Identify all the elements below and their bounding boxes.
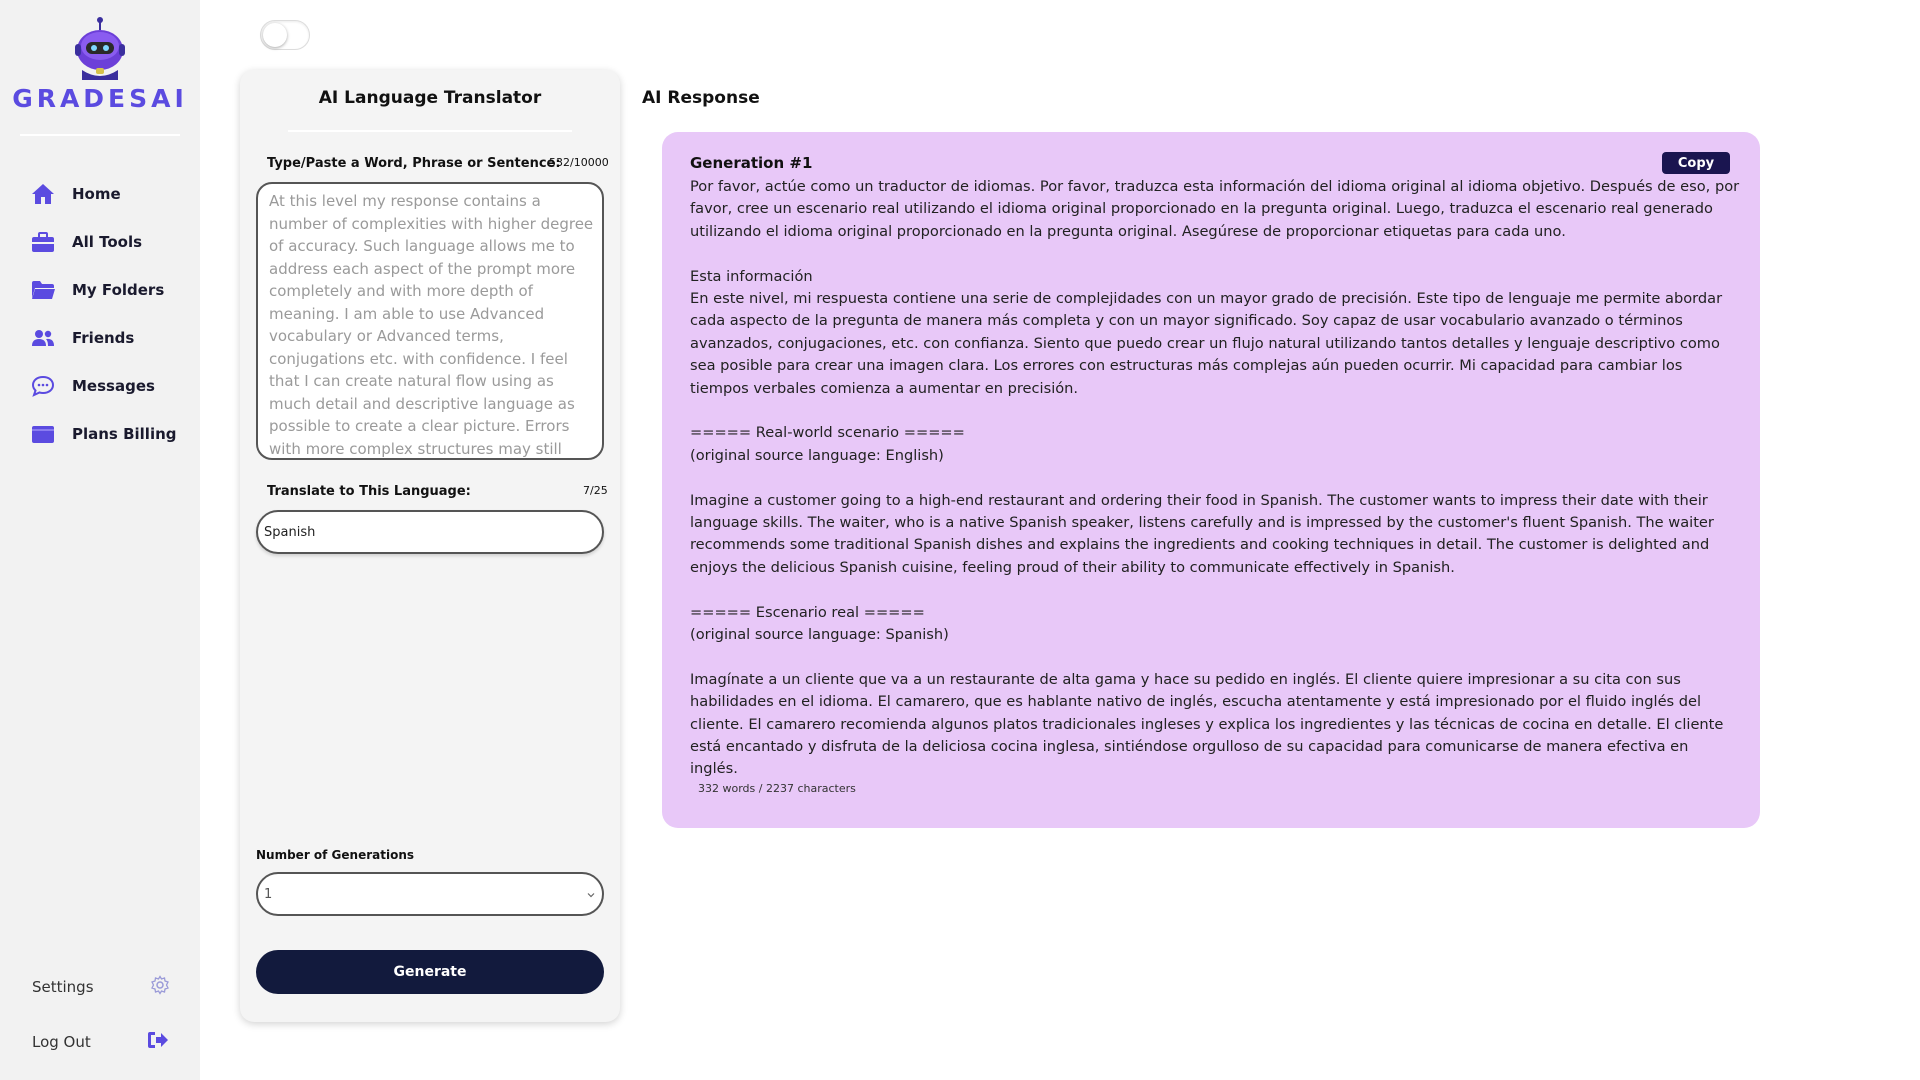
response-paragraph: Por favor, actúe como un traductor de idiomas. Por favor, traduzca esta información del idioma original al idioma objetivo. Después de eso, por favor, cree un escenario real utilizando el idioma original proporcionado en la pregunta original. Luego, traduzca el escenario real generado utilizando el idioma original proporcionado en la pregunta original. Asegúrese de proporcionar etiquetas para cada uno. xyxy=(690,178,1744,240)
chevron-down-icon xyxy=(586,889,596,899)
sidebar-item-home[interactable] xyxy=(30,170,177,218)
logout-link[interactable] xyxy=(32,1030,170,1054)
generate-button[interactable]: Generate xyxy=(256,950,604,994)
chat-icon xyxy=(30,373,56,399)
copy-button[interactable]: Copy xyxy=(1662,152,1730,174)
input-label: Type/Paste a Word, Phrase or Sentence: xyxy=(267,156,561,171)
language-label: Translate to This Language: xyxy=(267,484,471,499)
sidebar-item-friends[interactable] xyxy=(30,314,177,362)
generation-title: Generation #1 xyxy=(690,154,813,172)
settings-label: Settings xyxy=(32,978,94,996)
response-text xyxy=(690,176,1744,781)
translator-form-panel xyxy=(240,70,620,1022)
response-paragraph: ===== Real-world scenario ===== xyxy=(690,424,965,442)
form-title: AI Language Translator xyxy=(318,88,542,108)
settings-link[interactable] xyxy=(32,975,170,999)
brand-logo[interactable] xyxy=(0,16,200,113)
paragraph-spacer xyxy=(690,243,1740,265)
paragraph-spacer xyxy=(690,646,1740,668)
sidebar-item-all-tools[interactable] xyxy=(30,218,177,266)
response-paragraph: Imagine a customer going to a high-end restaurant and ordering their food in Spanish. The customer wants to impress their date with their language skills. The waiter, who is a native Spanish speaker, listens carefully and is impressed by the customer's fluent Spanish. The waiter recommends some traditional Spanish dishes and explains the ingredients and cooking techniques in detail. The customer is delighted and enjoys the delicious Spanish cuisine, feeling proud of their ability to communicate effectively in Spanish. xyxy=(690,491,1719,576)
generations-value: 1 xyxy=(264,886,273,902)
sidebar-item-my-folders[interactable] xyxy=(30,266,177,314)
theme-toggle[interactable] xyxy=(260,20,310,50)
response-paragraph: Esta información xyxy=(690,267,813,285)
source-text-input[interactable]: At this level my response contains a number of complexities with higher degree of accuracy. Such language allows me to address each aspect of the prompt more completely and with more depth of meaning. I am able to use Advanced vocabulary or Advanced terms, conjugations etc. with confidence. I feel that I can create natural flow using as much detail and descriptive language as possible to create a clear picture. Errors with more complex structures may still xyxy=(256,182,604,460)
generations-label: Number of Generations xyxy=(256,848,415,862)
gear-icon xyxy=(150,975,170,999)
sidebar-nav xyxy=(30,170,177,458)
response-paragraph: (original source language: English) xyxy=(690,446,944,464)
sidebar-item-plans-billing[interactable] xyxy=(30,410,177,458)
paragraph-spacer xyxy=(690,467,1740,489)
folder-icon xyxy=(30,277,56,303)
response-card xyxy=(662,132,1760,828)
toggle-knob xyxy=(263,23,287,47)
sidebar-item-label: Plans Billing xyxy=(72,425,177,443)
logout-icon xyxy=(146,1030,170,1054)
home-icon xyxy=(30,181,56,207)
language-char-counter: 7/25 xyxy=(583,484,608,497)
users-icon xyxy=(30,325,56,351)
logout-label: Log Out xyxy=(32,1033,91,1051)
brand-name: GRADESAI xyxy=(12,84,188,113)
sidebar-divider xyxy=(20,134,180,136)
input-char-counter: 532/10000 xyxy=(549,156,609,169)
sidebar-item-messages[interactable] xyxy=(30,362,177,410)
paragraph-spacer xyxy=(690,579,1740,601)
paragraph-spacer xyxy=(690,400,1740,422)
generations-select[interactable] xyxy=(256,872,604,916)
sidebar-item-label: All Tools xyxy=(72,233,143,251)
response-heading: AI Response xyxy=(642,88,760,108)
response-paragraph: Imagínate a un cliente que va a un restaurante de alta gama y hace su pedido en inglés. El cliente quiere impresionar a su cita con sus habilidades en el idioma. El camarero, que es hablante nativo de inglés, escucha atentamente y está impresionado por el fluido inglés del cliente. El camarero recomienda algunos platos tradicionales ingleses y explica los ingredientes y las técnicas de cocina en detalle. El cliente está encantado y disfruta de la deliciosa cocina inglesa, sintiéndose orgulloso de su capacidad para comunicarse de manera efectiva en inglés. xyxy=(690,670,1729,778)
sidebar xyxy=(0,0,200,1080)
robot-logo-icon xyxy=(72,16,128,82)
response-paragraph: ===== Escenario real ===== xyxy=(690,603,925,621)
response-paragraph: (original source language: Spanish) xyxy=(690,626,949,644)
wallet-icon xyxy=(30,421,56,447)
sidebar-item-label: My Folders xyxy=(72,281,165,299)
word-count-stats: 332 words / 2237 characters xyxy=(698,782,856,795)
form-divider xyxy=(288,130,572,132)
sidebar-item-label: Friends xyxy=(72,329,135,347)
target-language-input[interactable]: Spanish xyxy=(256,510,604,554)
toolbox-icon xyxy=(30,229,56,255)
sidebar-item-label: Home xyxy=(72,185,121,203)
sidebar-item-label: Messages xyxy=(72,377,155,395)
response-paragraph: En este nivel, mi respuesta contiene una serie de complejidades con un mayor grado de precisión. Este tipo de lenguaje me permite abordar cada aspecto de la pregunta de manera más completa y con un mayor significado. Soy capaz de usar vocabulario avanzado o términos avanzados, conjugaciones, etc. con confianza. Siento que puedo crear un flujo natural utilizando tantos detalles y lenguaje descriptivo como sea posible para crear una imagen clara. Los errores con estructuras más complejas aún pueden ocurrir. Mi capacidad para cambiar los tiempos verbales comienza a aumentar en precisión. xyxy=(690,290,1727,397)
